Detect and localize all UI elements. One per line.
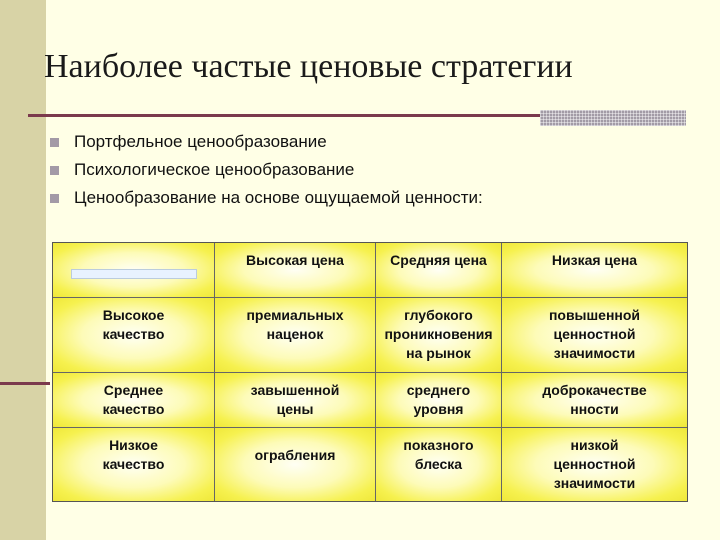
- table-cell: ограбления: [215, 428, 376, 501]
- square-bullet-icon: [50, 138, 59, 147]
- table-row-header: Низкое качество: [53, 428, 215, 501]
- bullet-item: [50, 184, 483, 212]
- left-accent-stripe: [0, 382, 50, 385]
- bullet-text: Психологическое ценообразование: [74, 160, 355, 179]
- table-header-cell: Средняя цена: [376, 243, 502, 298]
- table-corner-cell: [53, 243, 215, 298]
- pricing-strategy-table: [52, 242, 688, 502]
- slide-title: Наиболее частые ценовые стратегии: [44, 48, 573, 85]
- table-cell: среднего уровня: [376, 373, 502, 428]
- bullet-item: [50, 128, 483, 156]
- table-header-cell: Высокая цена: [215, 243, 376, 298]
- bullet-text: Ценообразование на основе ощущаемой ценности:: [74, 188, 483, 207]
- square-bullet-icon: [50, 166, 59, 175]
- divider-pattern-block: [540, 110, 686, 126]
- table-cell: повышенной ценностной значимости: [502, 298, 687, 373]
- left-decorative-bar: [0, 0, 46, 540]
- table-cell: низкой ценностной значимости: [502, 428, 687, 501]
- table-header-cell: Низкая цена: [502, 243, 687, 298]
- square-bullet-icon: [50, 194, 59, 203]
- table-row-header: Высокое качество: [53, 298, 215, 373]
- table-cell: доброкачестве нности: [502, 373, 687, 428]
- bullet-list: [50, 128, 483, 212]
- table-cell: глубокого проникновения на рынок: [376, 298, 502, 373]
- table-cell: премиальных наценок: [215, 298, 376, 373]
- corner-placeholder-strip: [71, 269, 197, 279]
- table-cell: завышенной цены: [215, 373, 376, 428]
- bullet-item: [50, 156, 483, 184]
- table-cell: показного блеска: [376, 428, 502, 501]
- bullet-text: Портфельное ценообразование: [74, 132, 327, 151]
- table-row-header: Среднее качество: [53, 373, 215, 428]
